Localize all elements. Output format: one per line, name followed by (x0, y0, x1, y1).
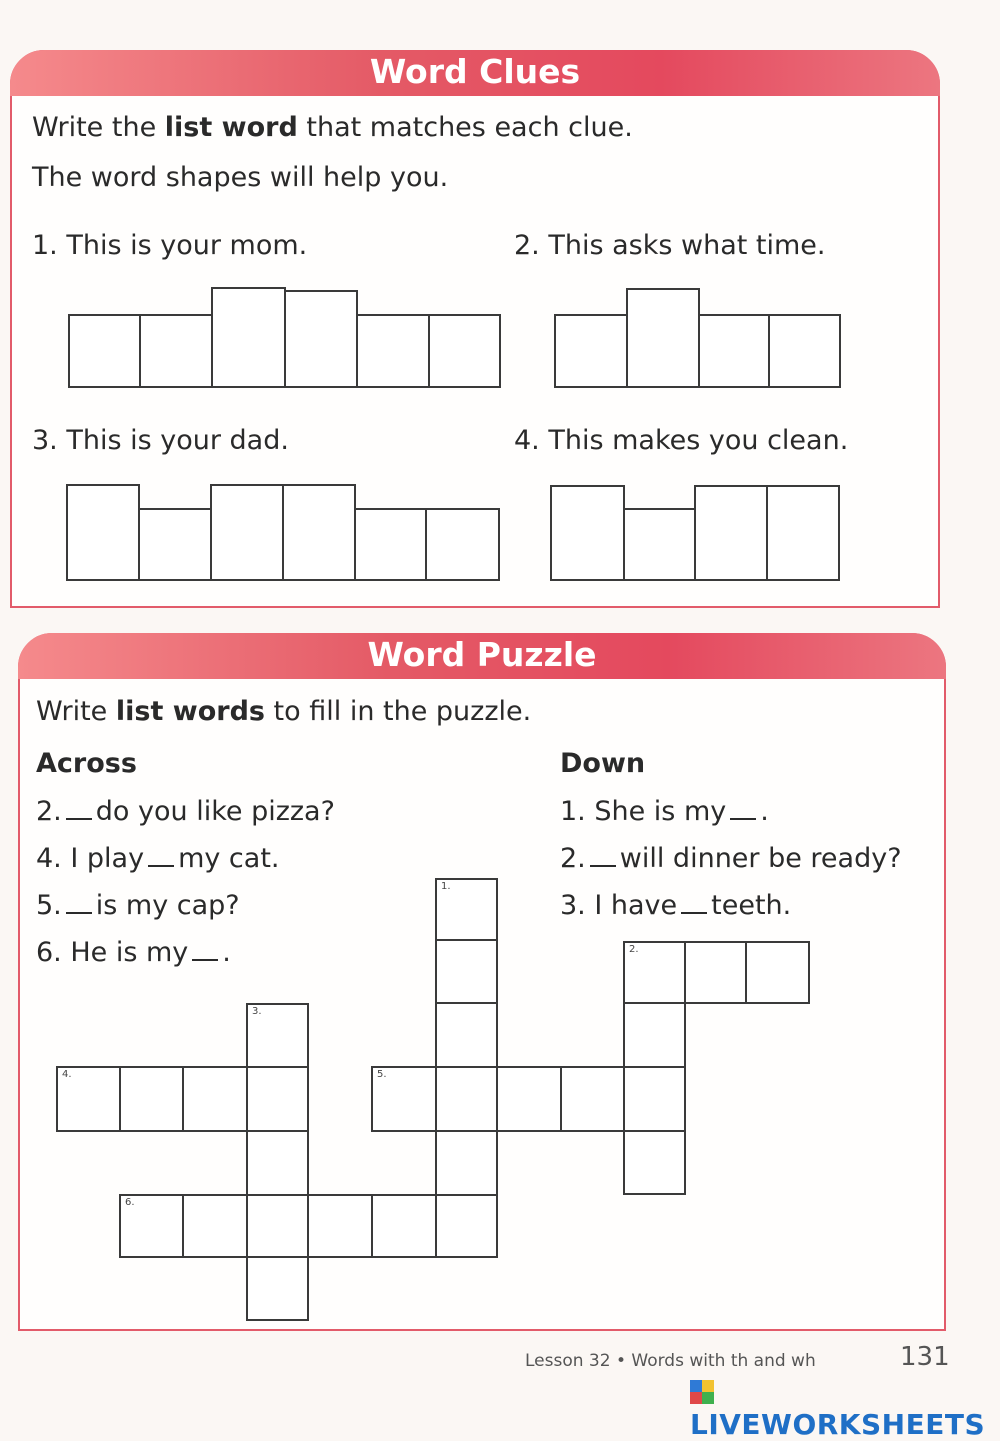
clues-instruction (32, 112, 633, 143)
across-clue-5-post: is my cap? (95, 890, 240, 921)
cell-number-1: 1. (441, 881, 451, 892)
crossword-cell[interactable] (623, 1130, 686, 1195)
crossword-cell[interactable] (246, 1066, 309, 1132)
across-clue-5 (36, 890, 240, 921)
answer-blank (590, 865, 616, 867)
crossword-cell[interactable] (246, 1003, 309, 1068)
across-clue-6-post: . (222, 937, 231, 968)
liveworksheets-icon (690, 1380, 714, 1404)
crossword-cell[interactable] (182, 1194, 248, 1258)
clues-instruction-post: that matches each clue. (297, 112, 633, 143)
crossword-cell[interactable] (684, 941, 747, 1004)
clue-4: 4. This makes you clean. (514, 425, 849, 456)
clues-instruction-bold: list word (164, 112, 298, 143)
down-clue-1-pre: 1. She is my (560, 796, 727, 827)
letter-box[interactable] (68, 314, 141, 388)
clue-2: 2. This asks what time. (514, 230, 826, 261)
lesson-footer: Lesson 32 • Words with th and wh (525, 1351, 816, 1371)
cell-number-6: 6. (125, 1197, 135, 1208)
down-clue-3-pre: 3. I have (560, 890, 678, 921)
cell-number-4: 4. (62, 1069, 72, 1080)
crossword-cell[interactable] (371, 1194, 437, 1258)
across-clue-4-pre: 4. I play (36, 843, 145, 874)
letter-box[interactable] (139, 314, 213, 388)
crossword-cell[interactable] (182, 1066, 248, 1132)
letter-box[interactable] (66, 484, 140, 581)
letter-box[interactable] (766, 485, 840, 581)
cell-number-2: 2. (629, 944, 639, 955)
crossword-cell[interactable] (560, 1066, 625, 1132)
crossword-cell[interactable] (435, 1130, 498, 1196)
crossword-cell[interactable] (435, 1002, 498, 1068)
across-heading: Across (36, 748, 137, 779)
crossword-cell[interactable] (246, 1194, 309, 1258)
liveworksheets-logo[interactable] (690, 1375, 1000, 1441)
letter-box[interactable] (698, 314, 770, 388)
cell-number-5: 5. (377, 1069, 387, 1080)
answer-blank (66, 818, 92, 820)
word-puzzle-title: Word Puzzle (367, 635, 597, 674)
letter-box[interactable] (428, 314, 501, 388)
word-puzzle-header (18, 633, 946, 679)
letter-box[interactable] (554, 314, 628, 388)
crossword-cell[interactable] (623, 941, 686, 1004)
page-number: 131 (900, 1342, 950, 1372)
crossword-cell[interactable] (435, 878, 498, 941)
answer-blank (681, 912, 707, 914)
letter-box[interactable] (626, 288, 700, 388)
letter-box[interactable] (425, 508, 500, 581)
down-clue-3-post: teeth. (711, 890, 792, 921)
word-clues-header (10, 50, 940, 96)
across-clue-2 (36, 796, 335, 827)
answer-blank (148, 865, 174, 867)
word-clues-title: Word Clues (369, 52, 581, 91)
clues-instruction-line2: The word shapes will help you. (32, 162, 449, 193)
crossword-cell[interactable] (371, 1066, 437, 1132)
crossword-cell[interactable] (246, 1130, 309, 1196)
crossword-cell[interactable] (435, 1066, 498, 1132)
across-clue-5-pre: 5. (36, 890, 62, 921)
crossword-cell[interactable] (496, 1066, 562, 1132)
down-clue-1-post: . (760, 796, 769, 827)
down-clue-2-pre: 2. (560, 843, 586, 874)
crossword-cell[interactable] (623, 1066, 686, 1132)
across-clue-6-pre: 6. He is my (36, 937, 189, 968)
down-clue-2 (560, 843, 902, 874)
puzzle-instruction-post: to fill in the puzzle. (264, 696, 532, 727)
answer-blank (66, 912, 92, 914)
across-clue-4 (36, 843, 279, 874)
down-clue-2-post: will dinner be ready? (619, 843, 902, 874)
across-clue-6 (36, 937, 231, 968)
down-clue-3 (560, 890, 791, 921)
puzzle-instruction-pre: Write (36, 696, 116, 727)
clue-3: 3. This is your dad. (32, 425, 289, 456)
crossword-cell[interactable] (435, 1194, 498, 1258)
crossword-cell[interactable] (119, 1194, 184, 1258)
letter-box[interactable] (284, 290, 358, 388)
crossword-cell[interactable] (623, 1002, 686, 1068)
crossword-cell[interactable] (119, 1066, 184, 1132)
letter-box[interactable] (623, 508, 696, 581)
crossword-cell[interactable] (745, 941, 810, 1004)
puzzle-instruction-bold: list words (115, 696, 265, 727)
crossword-cell[interactable] (435, 939, 498, 1004)
letter-box[interactable] (282, 484, 356, 581)
cell-number-3: 3. (252, 1006, 262, 1017)
letter-box[interactable] (354, 508, 427, 581)
down-heading: Down (560, 748, 646, 779)
letter-box[interactable] (211, 287, 286, 388)
brand-text: LIVEWORKSHEETS (690, 1408, 986, 1441)
across-clue-2-post: do you like pizza? (95, 796, 335, 827)
letter-box[interactable] (694, 485, 768, 581)
crossword-cell[interactable] (56, 1066, 121, 1132)
clues-instruction-pre: Write the (32, 112, 165, 143)
crossword-cell[interactable] (246, 1256, 309, 1321)
letter-box[interactable] (210, 484, 284, 581)
across-clue-2-pre: 2. (36, 796, 62, 827)
puzzle-instruction (36, 696, 531, 727)
crossword-cell[interactable] (307, 1194, 373, 1258)
letter-box[interactable] (550, 485, 625, 581)
letter-box[interactable] (138, 508, 212, 581)
across-clue-4-post: my cat. (178, 843, 280, 874)
down-clue-1 (560, 796, 769, 827)
clue-1: 1. This is your mom. (32, 230, 308, 261)
letter-box[interactable] (768, 314, 841, 388)
letter-box[interactable] (356, 314, 430, 388)
answer-blank (730, 818, 756, 820)
answer-blank (192, 959, 218, 961)
